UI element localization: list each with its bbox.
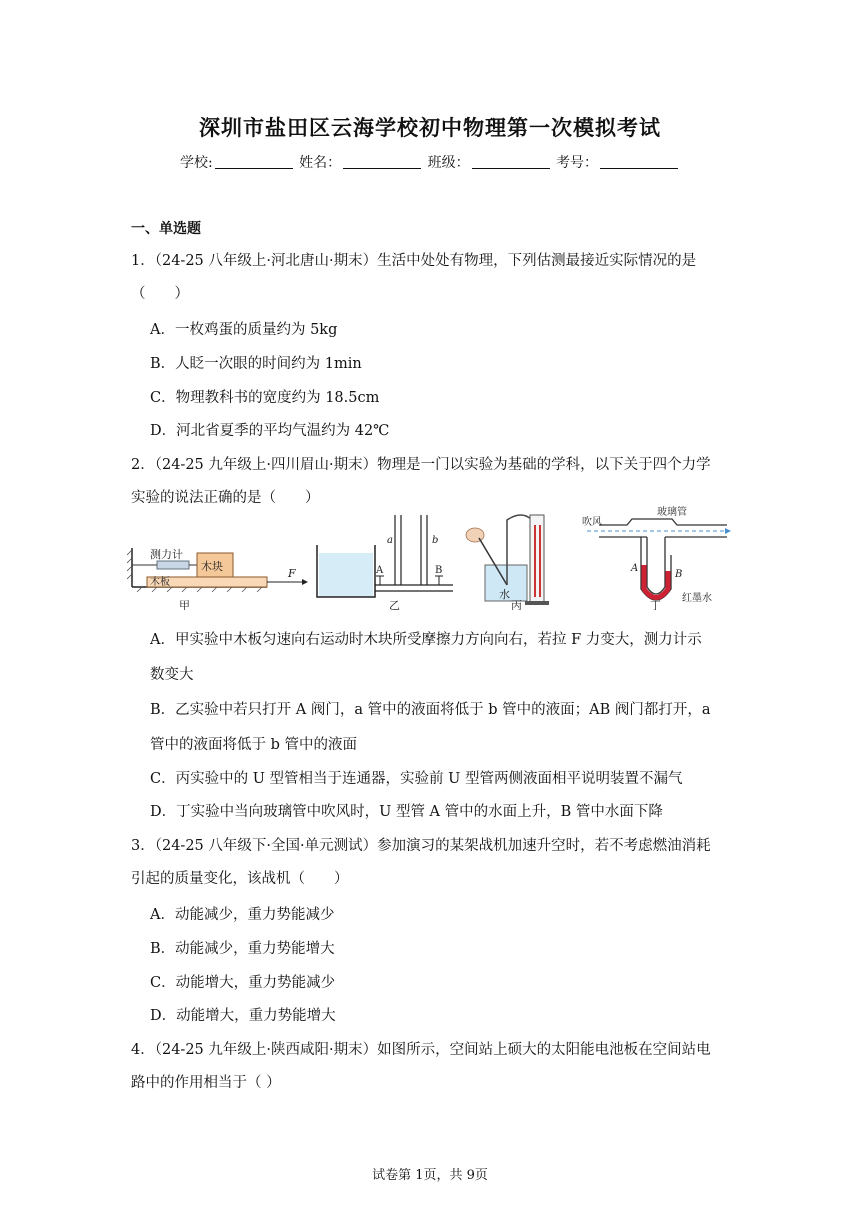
caption-jia: 甲 [179, 599, 190, 610]
label-glass-tube: 玻璃管 [657, 507, 687, 518]
q3-option-b: B．动能减少，重力势能增大 [150, 941, 335, 957]
spring-scale [157, 561, 189, 569]
caption-yi: 乙 [389, 599, 400, 610]
q2-experiment-figure [127, 505, 732, 610]
class-blank[interactable] [472, 154, 550, 169]
exam-title: 深圳市盐田区云海学校初中物理第一次模拟考试 [199, 115, 661, 140]
label-valve-b: B [435, 565, 443, 576]
label-tube-B: B [675, 569, 683, 580]
q1-option-b: B．人眨一次眼的时间约为 1min [150, 356, 362, 372]
section-heading: 一、单选题 [131, 221, 201, 237]
experiment-yi [317, 515, 453, 610]
q3-option-d: D．动能增大，重力势能增大 [150, 1008, 336, 1024]
label-tube-A: A [631, 563, 639, 574]
label-blow: 吹风 [582, 517, 602, 528]
label-force: F [288, 567, 296, 580]
page-footer: 试卷第 1页，共 9页 [372, 1168, 488, 1183]
label-red-ink: 红墨水 [682, 593, 712, 604]
name-label: 姓名： [299, 155, 342, 171]
school-blank[interactable] [215, 154, 293, 169]
experiment-ding [582, 505, 731, 610]
school-label: 学校: [179, 155, 213, 171]
q2-option-d: D．丁实验中当向玻璃管中吹风时，U 型管 A 管中的水面上升，B 管中水面下降 [150, 804, 663, 820]
q3-option-c: C．动能增大，重力势能减少 [150, 975, 336, 991]
q1-stem-line2: （ ） [131, 286, 189, 302]
q2-option-a-line1: A．甲实验中木板匀速向右运动时木块所受摩擦力方向向右，若拉 F 力变大，测力计示 [150, 632, 702, 648]
label-board: 木板 [150, 577, 170, 588]
q1-option-d: D．河北省夏季的平均气温约为 42℃ [150, 423, 390, 439]
q2-option-c: C．丙实验中的 U 型管相当于连通器，实验前 U 型管两侧液面相平说明装置不漏气 [150, 771, 683, 787]
label-tube-b: b [432, 535, 439, 546]
q2-stem-line1: 2．（24-25 九年级上·四川眉山·期末）物理是一门以实验为基础的学科，以下关于四个力学 [131, 457, 711, 473]
q4-stem-line2: 路中的作用相当于（ ） [131, 1075, 281, 1091]
q3-option-a: A．动能减少，重力势能减少 [150, 907, 335, 923]
caption-bing: 丙 [511, 599, 522, 610]
experiment-bing [466, 515, 549, 610]
number-blank[interactable] [600, 154, 678, 169]
number-label: 考号： [556, 155, 599, 171]
name-blank[interactable] [343, 154, 421, 169]
q1-option-c: C．物理教科书的宽度约为 18.5cm [150, 390, 380, 406]
q2-option-a-line2: 数变大 [150, 667, 194, 683]
label-meter: 测力计 [150, 548, 183, 561]
q4-stem-line1: 4．（24-25 九年级上·陕西咸阳·期末）如图所示，空间站上硕大的太阳能电池板在空间站电 [131, 1042, 711, 1058]
label-tube-a: a [387, 535, 393, 546]
label-valve-a: A [376, 565, 384, 576]
label-water: 水 [499, 588, 510, 601]
q1-option-a: A．一枚鸡蛋的质量约为 5kg [150, 322, 338, 338]
q2-stem-line2: 实验的说法正确的是（ ） [131, 490, 320, 506]
label-block: 木块 [201, 560, 223, 573]
class-label: 班级： [427, 155, 470, 171]
experiment-jia [127, 547, 308, 610]
q3-stem-line2: 引起的质量变化，该战机（ ） [131, 871, 349, 887]
caption-ding: 丁 [650, 599, 661, 610]
q2-option-b-line1: B．乙实验中若只打开 A 阀门，a 管中的液面将低于 b 管中的液面；AB 阀门都打开，a [150, 702, 711, 718]
q1-stem-line1: 1．（24-25 八年级上·河北唐山·期末）生活中处处有物理，下列估测最接近实际情况的是 [131, 253, 697, 269]
student-info [0, 152, 860, 172]
q3-stem-line1: 3．（24-25 八年级下·全国·单元测试）参加演习的某架战机加速升空时，若不考虑燃油消耗 [131, 838, 711, 854]
q2-option-b-line2: 管中的液面将低于 b 管中的液面 [150, 737, 357, 753]
